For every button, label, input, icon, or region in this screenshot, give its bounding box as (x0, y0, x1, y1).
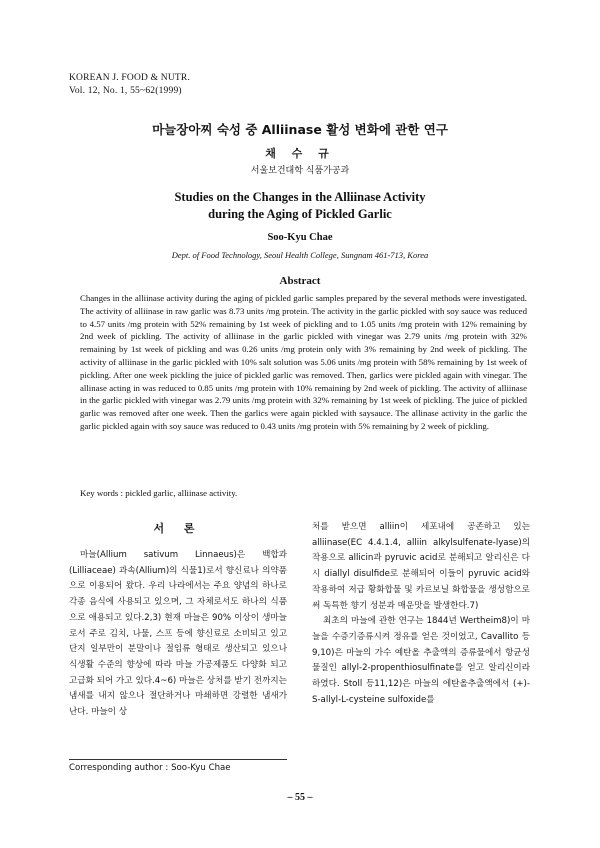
journal-header (69, 72, 190, 98)
journal-name: KOREAN J. FOOD & NUTR. (69, 73, 191, 83)
intro-paragraph-3: 최초의 마늘에 관한 연구는 1844년 Wertheim8)이 마늘을 수증기증류시켜 정유를 얻은 것이었고, Cavallito 등9,10)은 마늘의 가수 예탄올 추출액의 증류물에서 항균성 물질인 allyl-2-propenthiosulfinate를 얻고 알리신이라 하였다. Stoll 등11,12)은 마늘의 에탄올추출액에서 (+)-S-allyl-L-cysteine sulfoxide를 (312, 616, 530, 705)
section-heading-introduction: 서 론 (153, 522, 203, 535)
abstract-text: Changes in the alliinase activity during the aging of pickled garlic samples prepared by the several methods were investigated. The activity of alliinase in raw garlic was 8.73 units /mg protein. The activity in the garlic pickled with soy sauce was reduced to 4.57 units /mg protein with 52% remaining by 1st week of pickling and to 1.05 units /mg protein with 12% remaining by 2nd week of pickling. The activity of alliinase in the garlic pickled with vinegar was 2.79 units /mg protein with 32% remaining by 1st week of pickling and was 0.26 units /mg protein only with 3% remaining by 2nd week of pickling. The activity of alliinase in the garlic pickled with 10% salt solution was 5.06 units /mg protein with 58% remaining by 1st week of pickling. After one week pickling the juice of pickled garlic was removed. Then, garlics were pickled again with vinegar. The allinase acting in was reduced to 0.85 units /mg protein with 10% remaining by 2nd week of pickling. The activity of alliinase in the garlic pickled with vinegar was 2.79 units /mg protein with 32% remaining by 1st week of pickling. The juice of pickled garlic was removed after one week. Then the garlics were again pickled with saysauce. The allinase activity in the garlic the garlic pickled again with soy sauce was reduced to 0.43 units /mg protein with 5% remaining by 2 week of pickling. (80, 293, 527, 431)
page-number: – 55 – (287, 792, 313, 803)
english-author: Soo-Kyu Chae (267, 232, 333, 243)
abstract-heading: Abstract (279, 275, 321, 287)
footnote-divider (69, 759, 287, 760)
intro-left-column (69, 548, 287, 721)
korean-author: 채 수 규 (265, 147, 335, 160)
english-title-line-1: Studies on the Changes in the Alliinase Activity (174, 190, 426, 204)
intro-right-column (312, 520, 530, 708)
intro-paragraph-1: 마늘(Allium sativum Linnaeus)은 백합과(Lilliaceae) 과속(Allium)의 식물1)로서 향신료나 의약품으로 이용되어 왔다. 우리 나라에서는 주요 양념의 하나로 각종 음식에 사용되고 있으며, 그 자체로서도 하나의 식품으로 애용되고 있다.2,3) 현재 마늘은 90% 이상이 생마늘로서 주로 김치, 나물, 스프 등에 향신료로 소비되고 있고 단지 일부만이 분말이나 절임류 형태로 생산되고 있으나 식생활 수준의 향상에 따라 마늘 가공제품도 다양화 되고 고급화 되어 가고 있다.4~6) 마늘은 상처를 받기 전까지는 냄새를 내지 않으나 절단하거나 마쇄하면 강렬한 냄새가 난다. 마늘이 상 (69, 550, 287, 718)
english-title (0, 189, 600, 223)
keywords: Key words : pickled garlic, alliinase activity. (80, 488, 238, 498)
journal-volume: Vol. 12, No. 1, 55~62(1999) (69, 86, 182, 96)
english-affiliation: Dept. of Food Technology, Seoul Health College, Sungnam 461-713, Korea (171, 250, 429, 260)
corresponding-author: Corresponding author : Soo-Kyu Chae (69, 763, 231, 773)
korean-affiliation: 서울보건대학 식품가공과 (250, 166, 350, 176)
intro-paragraph-2: 처를 받으면 alliin이 세포내에 공존하고 있는 alliinase(EC 4.4.1.4, alliin alkylsulfenate-lyase)의 작용으로 allicin과 pyruvic acid로 분해되고 알리신은 다시 diallyl disulfide로 분해되어 이들이 pyruvic acid와 작용하여 저급 황화합물 및 카르보닐 화합물을 생성함으로써 독특한 향기 성분과 매운맛을 발생한다.7) (312, 522, 530, 611)
korean-title: 마늘장아찌 숙성 중 Alliinase 활성 변화에 관한 연구 (152, 122, 448, 137)
english-title-line-2: during the Aging of Pickled Garlic (208, 207, 392, 221)
